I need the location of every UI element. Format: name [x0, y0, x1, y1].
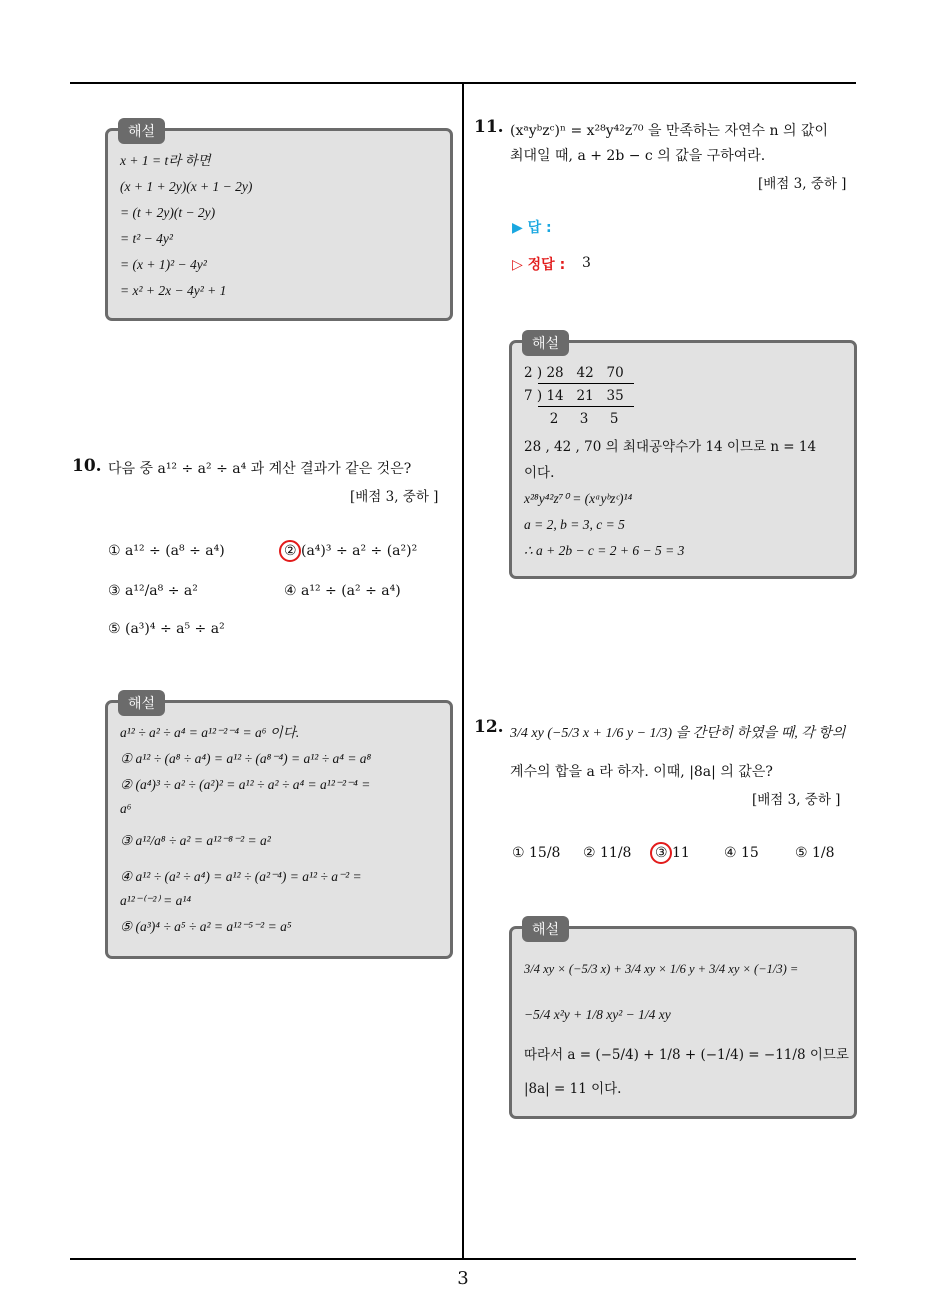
explanation-line: a¹²⁻⁽⁻²⁾ = a¹⁴ [120, 893, 192, 908]
option-3[interactable]: ③ 11 [655, 845, 690, 861]
option-2[interactable]: ② 11/8 [583, 845, 632, 861]
explanation-line: a¹² ÷ a² ÷ a⁴ = a¹²⁻²⁻⁴ = a⁶ 이다. [120, 725, 300, 740]
explanation-line: 이다. [524, 465, 555, 481]
q11-explanation-box [509, 336, 857, 579]
explanation-line: 28 , 42 , 70 의 최대공약수가 14 이므로 n = 14 [524, 439, 817, 455]
explanation-line: a = 2, b = 3, c = 5 [524, 517, 625, 532]
explanation-line: ② (a⁴)³ ÷ a² ÷ (a²)² = a¹² ÷ a² ÷ a⁴ = a¹²⁻²⁻⁴ = [120, 777, 371, 792]
question-number: 10. [72, 456, 102, 476]
correct-answer-value: 3 [582, 255, 591, 271]
page-number: 3 [457, 1268, 469, 1289]
explanation-line: (x + 1 + 2y)(x + 1 − 2y) [120, 179, 253, 194]
division-underline [538, 406, 634, 407]
explanation-tab: 해설 [118, 118, 165, 144]
explanation-line: 3/4 xy × (−5/3 x) + 3/4 xy × 1/6 y + 3/4 xy × (−1/3) = [524, 962, 799, 976]
question-points: [배점 3, 중하 ] [758, 176, 847, 192]
question-text: (xᵃyᵇzᶜ)ⁿ = x²⁸y⁴²z⁷⁰ 을 만족하는 자연수 n 의 값이 [510, 123, 828, 139]
division-line: 7 ) 14 21 35 [524, 388, 624, 404]
option-1[interactable]: ① a¹² ÷ (a⁸ ÷ a⁴) [108, 543, 225, 559]
explanation-line: = (x + 1)² − 4y² [120, 257, 207, 272]
division-line: 2 ) 28 42 70 [524, 365, 624, 381]
explanation-tab: 해설 [522, 916, 569, 942]
question-points: [배점 3, 중하 ] [350, 489, 439, 505]
option-5[interactable]: ⑤ (a³)⁴ ÷ a⁵ ÷ a² [108, 621, 225, 637]
question-text: 계수의 합을 a 라 하자. 이때, |8a| 의 값은? [510, 764, 773, 780]
explanation-line: ① a¹² ÷ (a⁸ ÷ a⁴) = a¹² ÷ (a⁸⁻⁴) = a¹² ÷ a⁴ = a⁸ [120, 751, 372, 766]
option-4[interactable]: ④ 15 [724, 845, 759, 861]
question-text: 최대일 때, a + 2b − c 의 값을 구하여라. [510, 148, 766, 164]
column-divider [462, 82, 464, 1260]
explanation-line: a⁶ [120, 801, 132, 816]
top-explanation-box [105, 124, 453, 321]
question-number: 12. [474, 717, 504, 737]
explanation-tab: 해설 [522, 330, 569, 356]
explanation-line: x + 1 = t라 하면 [120, 153, 211, 168]
answer-input-label[interactable]: ▶ 답 : [512, 220, 552, 236]
explanation-line: 따라서 a = (−5/4) + 1/8 + (−1/4) = −11/8 이므로 [524, 1047, 849, 1063]
division-underline [538, 383, 634, 384]
explanation-line: = t² − 4y² [120, 231, 173, 246]
explanation-line: ③ a¹²/a⁸ ÷ a² = a¹²⁻⁸⁻² = a² [120, 833, 271, 848]
explanation-line: ⑤ (a³)⁴ ÷ a⁵ ÷ a² = a¹²⁻⁵⁻² = a⁵ [120, 919, 292, 934]
explanation-line: −5/4 x²y + 1/8 xy² − 1/4 xy [524, 1007, 671, 1022]
explanation-line: x²⁸y⁴²z⁷⁰ = (xᵃyᵇzᶜ)¹⁴ [524, 491, 633, 506]
option-1[interactable]: ① 15/8 [512, 845, 561, 861]
question-text: 3/4 xy (−5/3 x + 1/6 y − 1/3) 을 간단히 하였을 때, 각 항의 [510, 726, 846, 741]
option-5[interactable]: ⑤ 1/8 [795, 845, 835, 861]
question-points: [배점 3, 중하 ] [752, 792, 841, 808]
explanation-line: |8a| = 11 이다. [524, 1081, 622, 1097]
explanation-line: = (t + 2y)(t − 2y) [120, 205, 216, 220]
explanation-line: = x² + 2x − 4y² + 1 [120, 283, 227, 298]
option-4[interactable]: ④ a¹² ÷ (a² ÷ a⁴) [284, 583, 401, 599]
q12-explanation-box [509, 922, 857, 1119]
option-3[interactable]: ③ a¹²/a⁸ ÷ a² [108, 583, 198, 599]
explanation-line: ∴ a + 2b − c = 2 + 6 − 5 = 3 [524, 543, 685, 558]
division-line: 2 3 5 [524, 411, 619, 427]
correct-answer-label: ▷ 정답 : [512, 257, 566, 273]
question-text: 다음 중 a¹² ÷ a² ÷ a⁴ 과 계산 결과가 같은 것은? [108, 461, 412, 477]
option-2[interactable]: ② (a⁴)³ ÷ a² ÷ (a²)² [284, 543, 418, 559]
explanation-tab: 해설 [118, 690, 165, 716]
question-number: 11. [474, 117, 504, 137]
explanation-line: ④ a¹² ÷ (a² ÷ a⁴) = a¹² ÷ (a²⁻⁴) = a¹² ÷ a⁻² = [120, 869, 362, 884]
q10-explanation-box [105, 696, 453, 959]
bottom-rule [70, 1258, 856, 1260]
